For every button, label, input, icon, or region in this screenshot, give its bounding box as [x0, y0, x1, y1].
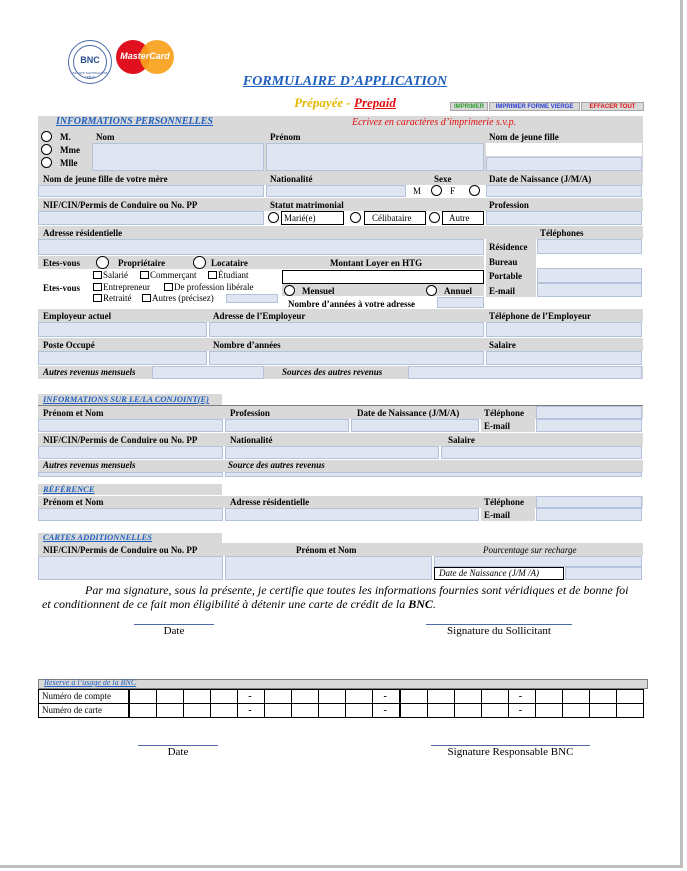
status-other-checkbox[interactable]: [142, 294, 151, 302]
title-mlle-radio[interactable]: [41, 157, 52, 168]
spouse-id-doc-field[interactable]: [38, 446, 223, 459]
bank-use-title: Réservé à l’usage de la BNC: [44, 678, 137, 687]
card-digit-cell[interactable]: [183, 703, 211, 718]
sex-label: Sexe: [434, 174, 452, 184]
rent-annual-radio[interactable]: [426, 285, 437, 296]
digit-separator: -: [518, 705, 523, 716]
spouse-phone-field[interactable]: [536, 406, 642, 419]
print-blank-button[interactable]: IMPRIMER FORME VIERGE: [489, 102, 580, 111]
account-digit-cell[interactable]: [264, 689, 292, 704]
phone-mobile-label: Portable: [489, 271, 522, 281]
status-merchant-label: Commerçant: [150, 270, 197, 280]
digit-separator: -: [518, 691, 523, 702]
account-digit-cell[interactable]: [291, 689, 319, 704]
status-other-field[interactable]: [226, 294, 278, 303]
reference-address-field[interactable]: [225, 508, 479, 521]
reference-email-label: E-mail: [484, 510, 510, 520]
phone-office-field[interactable]: [537, 255, 642, 268]
cards-name-field[interactable]: [225, 556, 432, 580]
account-digit-cell[interactable]: [427, 689, 455, 704]
sex-f-radio[interactable]: [469, 185, 480, 196]
maiden-name-field-2[interactable]: [486, 157, 642, 171]
cards-id-doc-field[interactable]: [38, 556, 223, 580]
digit-separator: -: [248, 705, 252, 716]
title-m-label: M.: [60, 132, 71, 142]
employer-label: Employeur actuel: [43, 311, 112, 321]
cards-recharge-label: Pourcentage sur recharge: [483, 545, 577, 555]
phone-residence-field[interactable]: [537, 239, 642, 254]
status-entrepreneur-checkbox[interactable]: [93, 283, 102, 291]
bnc-logo: [68, 40, 112, 84]
years-employed-field[interactable]: [209, 351, 484, 365]
mother-maiden-label: Nom de jeune fille de votre mère: [43, 174, 168, 184]
account-digit-cell[interactable]: [508, 689, 536, 704]
marital-label: Statut matrimonial: [270, 200, 344, 210]
account-digit-cell[interactable]: [454, 689, 482, 704]
rent-monthly-radio[interactable]: [284, 285, 295, 296]
cards-name-label: Prénom et Nom: [296, 545, 357, 555]
position-row-bg: [38, 338, 643, 351]
bnc-logo-text: BNC: [80, 55, 100, 65]
card-digit-cell[interactable]: [210, 703, 238, 718]
card-digit-cell[interactable]: [400, 703, 428, 718]
card-digit-cell[interactable]: [345, 703, 373, 718]
card-digit-cell[interactable]: [454, 703, 482, 718]
status-other-label: Autres (précisez): [152, 293, 214, 303]
nationality-field[interactable]: [266, 185, 406, 197]
mastercard-logo: [116, 40, 174, 74]
employer-address-label: Adresse de l’Employeur: [213, 311, 306, 321]
marital-married-label: Marié(e): [284, 213, 316, 223]
owner-radio[interactable]: [96, 256, 109, 269]
spouse-salary-label: Salaire: [448, 435, 475, 445]
nationality-label: Nationalité: [270, 174, 313, 184]
status-student-label: Étudiant: [218, 270, 249, 280]
spouse-other-income-label: Autres revenus mensuels: [43, 460, 136, 470]
spouse-nationality-label: Nationalité: [230, 435, 273, 445]
profession-field[interactable]: [486, 211, 642, 225]
marital-married-radio[interactable]: [268, 212, 279, 223]
account-digit-cell[interactable]: [562, 689, 590, 704]
certification-end: .: [432, 597, 436, 611]
title-mlle-label: Mlle: [60, 158, 78, 168]
marital-married-box: [281, 211, 344, 225]
reference-section-title: RÉFÉRENCE: [43, 484, 95, 494]
nom-label: Nom: [96, 132, 115, 142]
cards-dob-label: Date de Naissance (J/M /A): [439, 568, 539, 578]
spouse-profession-label: Profession: [230, 408, 270, 418]
account-digit-cell[interactable]: [481, 689, 509, 704]
form-title: FORMULAIRE D’APPLICATION: [242, 74, 448, 89]
position-field[interactable]: [38, 351, 207, 365]
account-digit-cell[interactable]: [129, 689, 157, 704]
phone-office-label: Bureau: [489, 257, 518, 267]
account-number-label: Numéro de compte: [42, 691, 111, 701]
spouse-name-label: Prénom et Nom: [43, 408, 104, 418]
phone-mobile-field[interactable]: [537, 268, 642, 283]
card-number-label: Numéro de carte: [42, 705, 102, 715]
other-income-source-field[interactable]: [408, 366, 642, 379]
owner-label: Propriétaire: [118, 258, 166, 268]
account-digit-cell[interactable]: [156, 689, 184, 704]
card-digit-cell[interactable]: [318, 703, 346, 718]
spouse-id-doc-label: NIF/CIN/Permis de Conduire ou No. PP: [43, 435, 198, 445]
marital-other-box: [442, 211, 484, 225]
spouse-dob-label: Date de Naissance (J/M/A): [357, 408, 460, 418]
employment-etes-vous-label: Etes-vous: [43, 283, 81, 293]
bnc-logo-ring-text: BANQUE NATIONALE DE CRÉDIT: [72, 71, 108, 79]
officer-signature-label: Signature Responsable BNC: [447, 746, 574, 758]
certification-line-2: [42, 597, 436, 612]
marital-other-label: Autre: [449, 213, 470, 223]
rent-annual-label: Annuel: [444, 286, 473, 296]
sex-m-radio[interactable]: [431, 185, 442, 196]
personal-section-title: INFORMATIONS PERSONNELLES: [56, 116, 213, 127]
dob-field[interactable]: [486, 185, 642, 197]
card-digit-cell[interactable]: [535, 703, 563, 718]
certification-line-2-text: et conditionnent de ce fait mon éligibilité à détenir une carte de crédit de la: [42, 597, 406, 611]
subtitle-prepaid: Prepaid: [354, 95, 396, 110]
status-retired-checkbox[interactable]: [93, 294, 102, 302]
employer-address-field[interactable]: [209, 322, 484, 337]
title-mme-label: Mme: [60, 145, 80, 155]
card-digit-cell[interactable]: [508, 703, 536, 718]
status-retired-label: Retraité: [103, 293, 132, 303]
applicant-date-label: Date: [163, 625, 185, 637]
other-income-label: Autres revenus mensuels: [43, 367, 136, 377]
reference-name-field[interactable]: [38, 508, 223, 521]
account-digit-cell[interactable]: [400, 689, 428, 704]
address-field[interactable]: [38, 239, 484, 255]
years-employed-label: Nombre d’années: [213, 340, 281, 350]
mastercard-logo-text: MasterCard: [120, 51, 170, 61]
id-doc-field[interactable]: [38, 211, 264, 225]
spouse-other-income-source-field[interactable]: [225, 472, 642, 477]
phone-residence-label: Résidence: [489, 242, 528, 252]
prenom-label: Prénom: [270, 132, 301, 142]
marital-single-label: Célibataire: [372, 213, 412, 223]
spouse-other-income-field[interactable]: [38, 472, 223, 477]
subtitle-prepayee: Prépayée -: [294, 95, 351, 110]
address-label: Adresse résidentielle: [43, 228, 123, 238]
account-digit-cell[interactable]: [535, 689, 563, 704]
dob-label: Date de Naissance (J/M/A): [489, 174, 592, 184]
spouse-email-label: E-mail: [484, 421, 510, 431]
card-digit-cell[interactable]: [562, 703, 590, 718]
officer-date-label: Date: [167, 746, 189, 758]
maiden-name-label: Nom de jeune fille: [489, 132, 559, 142]
etes-vous-label: Etes-vous: [43, 258, 81, 268]
cards-section-title: CARTES ADDITIONNELLES: [43, 532, 153, 542]
reference-phone-field[interactable]: [536, 496, 642, 508]
cards-id-doc-label: NIF/CIN/Permis de Conduire ou No. PP: [43, 545, 198, 555]
print-button[interactable]: IMPRIMER: [450, 102, 488, 111]
mother-maiden-field[interactable]: [38, 185, 264, 197]
spouse-dob-field[interactable]: [351, 419, 479, 432]
digit-separator: -: [383, 705, 387, 716]
email-label: E-mail: [489, 286, 515, 296]
tenant-label: Locataire: [211, 258, 248, 268]
card-digit-cell[interactable]: [129, 703, 157, 718]
nom-field[interactable]: [92, 143, 264, 171]
spouse-phone-label: Téléphone: [484, 408, 525, 418]
status-entrepreneur-label: Entrepreneur: [103, 282, 150, 292]
account-digit-cell[interactable]: [183, 689, 211, 704]
card-digit-cell[interactable]: [291, 703, 319, 718]
spouse-other-income-source-label: Source des autres revenus: [228, 460, 325, 470]
card-digit-cell[interactable]: [264, 703, 292, 718]
status-liberal-label: De profession libérale: [174, 282, 254, 292]
card-digit-cell[interactable]: [156, 703, 184, 718]
applicant-signature-label: Signature du Sollicitant: [447, 625, 551, 637]
certification-line-1: Par ma signature, sous la présente, je certifie que toutes les informations fournies sont véridiques et de bonne foi: [85, 583, 629, 597]
card-digit-cell[interactable]: [589, 703, 617, 718]
spouse-profession-field[interactable]: [225, 419, 349, 432]
form-subtitle: [240, 95, 450, 111]
status-merchant-checkbox[interactable]: [140, 271, 149, 279]
maiden-name-field[interactable]: [486, 143, 642, 156]
card-digit-cell[interactable]: [372, 703, 400, 718]
profession-label: Profession: [489, 200, 529, 210]
marital-other-radio[interactable]: [429, 212, 440, 223]
other-income-field[interactable]: [152, 366, 264, 379]
sex-m-label: M: [413, 186, 422, 196]
other-income-source-label: Sources des autres revenus: [282, 367, 383, 377]
account-digit-cell[interactable]: [589, 689, 617, 704]
salary-field[interactable]: [486, 351, 642, 365]
email-field[interactable]: [537, 283, 642, 297]
id-doc-label: NIF/CIN/Permis de Conduire ou No. PP: [43, 200, 198, 210]
rent-amount-field[interactable]: [282, 270, 484, 284]
spouse-salary-field[interactable]: [441, 446, 642, 459]
account-digit-cell[interactable]: [345, 689, 373, 704]
employer-phone-field[interactable]: [486, 322, 642, 337]
spouse-section-title: INFORMATIONS SUR LE/LA CONJOINT(E): [43, 394, 210, 404]
reference-phone-label: Téléphone: [484, 497, 525, 507]
employer-field[interactable]: [38, 322, 207, 337]
reference-name-label: Prénom et Nom: [43, 497, 104, 507]
print-instruction: Ecrivez en caractères d’imprimerie s.v.p.: [352, 117, 517, 128]
tenant-radio[interactable]: [193, 256, 206, 269]
rent-monthly-label: Mensuel: [302, 286, 335, 296]
prenom-field[interactable]: [266, 143, 484, 171]
status-student-checkbox[interactable]: [208, 271, 217, 279]
spouse-name-field[interactable]: [38, 419, 223, 432]
title-m-radio[interactable]: [41, 131, 52, 142]
card-digit-cell[interactable]: [237, 703, 265, 718]
clear-all-button[interactable]: EFFACER TOUT: [581, 102, 644, 111]
status-liberal-checkbox[interactable]: [164, 283, 173, 291]
cards-dob-field[interactable]: [565, 567, 642, 580]
card-digit-cell[interactable]: [427, 703, 455, 718]
status-salaried-label: Salarié: [103, 270, 128, 280]
marital-single-box: [364, 211, 426, 225]
sex-f-label: F: [450, 186, 456, 196]
years-at-address-field[interactable]: [437, 297, 484, 308]
years-at-address-label: Nombre d’années à votre adresse: [288, 299, 415, 309]
account-digit-cell[interactable]: [237, 689, 265, 704]
card-digit-cell[interactable]: [616, 703, 644, 718]
title-mme-radio[interactable]: [41, 144, 52, 155]
cards-recharge-field[interactable]: [434, 556, 642, 567]
reference-email-field[interactable]: [536, 508, 642, 521]
rent-amount-label: Montant Loyer en HTG: [330, 258, 423, 268]
position-label: Poste Occupé: [43, 340, 95, 350]
marital-single-radio[interactable]: [350, 212, 361, 223]
certification-bank-name: BNC: [408, 597, 433, 611]
reference-address-label: Adresse résidentielle: [230, 497, 310, 507]
spouse-nationality-field[interactable]: [225, 446, 439, 459]
phones-label: Téléphones: [540, 228, 584, 238]
spouse-email-field[interactable]: [536, 419, 642, 432]
card-digit-cell[interactable]: [481, 703, 509, 718]
digit-separator: -: [383, 691, 387, 702]
employer-phone-label: Téléphone de l’Employeur: [489, 311, 592, 321]
status-salaried-checkbox[interactable]: [93, 271, 102, 279]
salary-label: Salaire: [489, 340, 516, 350]
digit-separator: -: [248, 691, 252, 702]
account-digit-cell[interactable]: [616, 689, 644, 704]
account-digit-cell[interactable]: [210, 689, 238, 704]
account-digit-cell[interactable]: [372, 689, 400, 704]
account-digit-cell[interactable]: [318, 689, 346, 704]
